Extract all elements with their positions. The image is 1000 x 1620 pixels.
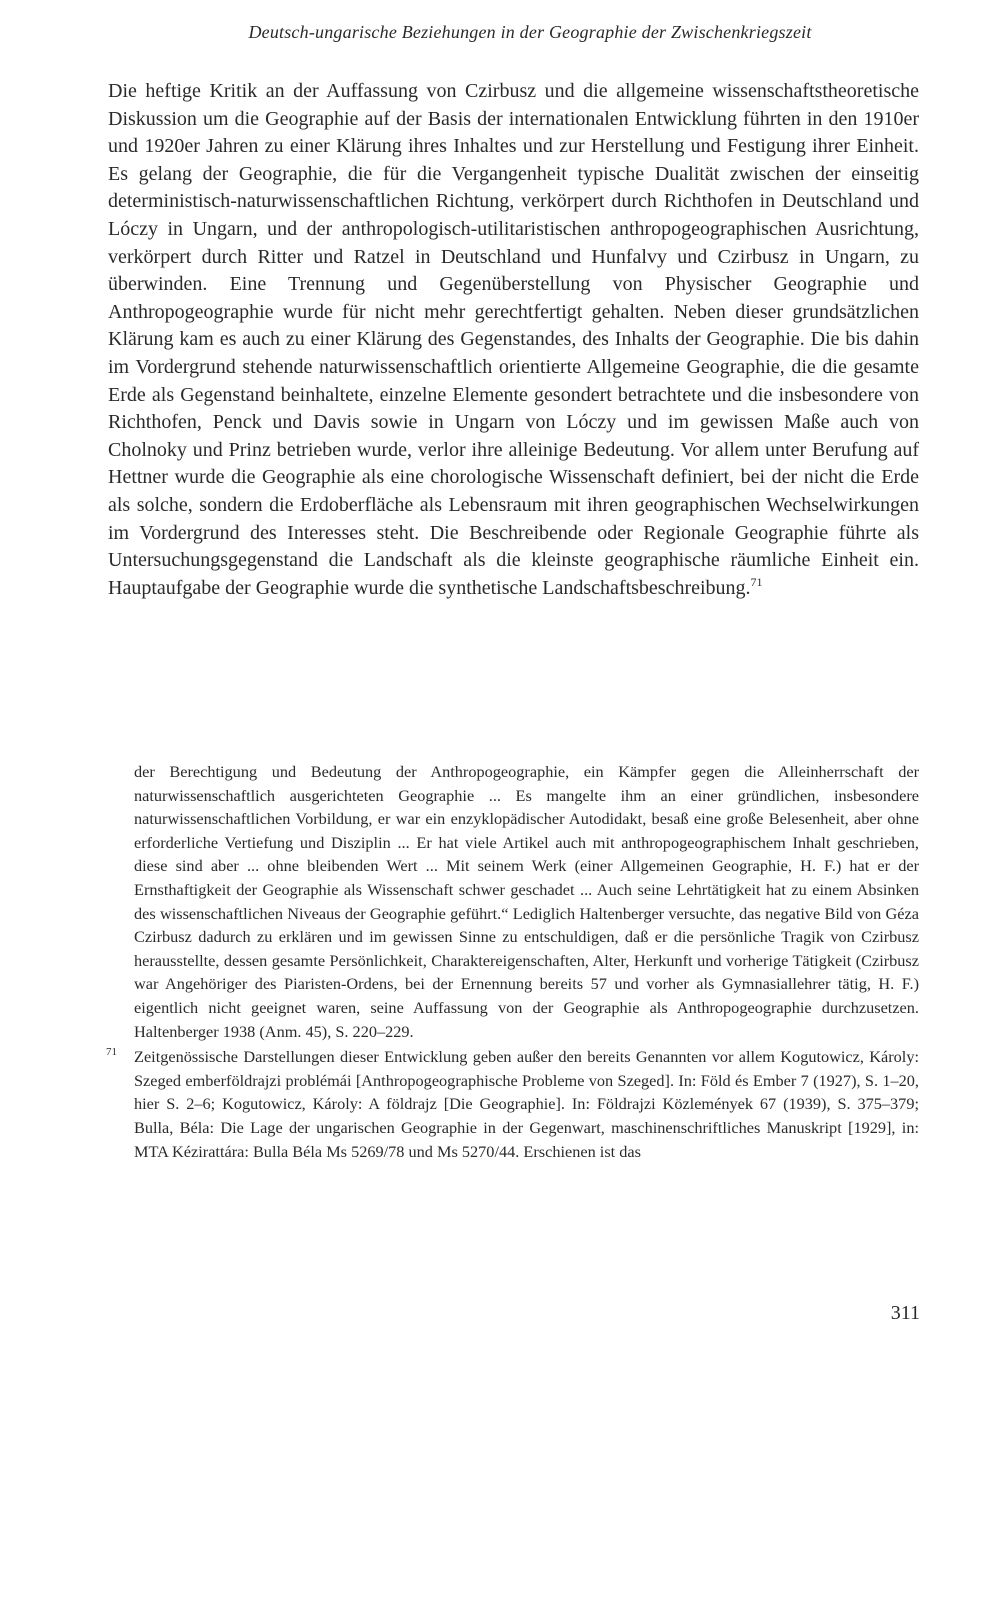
body-paragraph-text: Die heftige Kritik an der Auffassung von Czirbusz und die allgemeine wissenschaftstheoretische Diskussion um die Geographie auf der Basis der internationalen Entwicklung führten in den 1910er und 1920er Jahren zu einer Klärung ihres Inhaltes und zur Herstellung und Festigung ihrer Einheit. Es gelang der Geographie, die für die Vergangenheit typische Dualität zwischen der einseitig deterministisch-naturwissenschaftlichen Richtung, verkörpert durch Richthofen in Deutschland und Lóczy in Ungarn, und der anthropologisch-utilitaristischen anthropogeographischen Ausrichtung, verkörpert durch Ritter und Ratzel in Deutschland und Hunfalvy und Czirbusz in Ungarn, zu überwinden. Eine Trennung und Gegenüberstellung von Physischer Geographie und Anthropogeographie wurde für nicht mehr gerechtfertigt gehalten. Neben dieser grundsätzlichen Klärung kam es auch zu einer Klärung des Gegenstandes, des Inhalts der Geographie. Die bis dahin im Vordergrund stehende naturwissenschaftlich orientierte Allgemeine Geographie, die die gesamte Erde als Gegenstand beinhaltete, einzelne Elemente gesondert betrachtete und die insbesondere von Richthofen, Penck und Davis sowie in Ungarn von Lóczy und im gewissen Maße auch von Cholnoky und Prinz betrieben wurde, verlor ihre alleinige Bedeutung. Vor allem unter Berufung auf Hettner wurde die Geographie als eine chorologische Wissenschaft definiert, bei der nicht die Erde als solche, sondern die Erdoberfläche als Lebensraum mit ihren geographischen Wechselwirkungen im Vordergrund des Interesses steht. Die Beschreibende oder Regionale Geographie führte als Untersuchungsgegenstand die Landschaft als die kleinste geographische räumliche Einheit ein. Hauptaufgabe der Geographie wurde die synthetische Landschaftsbeschreibung.: [108, 80, 919, 599]
page-number: 311: [890, 1302, 920, 1324]
footnote-text: Zeitgenössische Darstellungen dieser Entwicklung geben außer den bereits Genannten vor allem Kogutowicz, Károly: Szeged emberföldrajzi problémái [Anthropogeographische Probleme von Szeged]. In: Föld és Ember 7 (1927), S. 1–20, hier S. 2–6; Kogutowicz, Károly: A földrajz [Die Geographie]. In: Földrajzi Közlemények 67 (1939), S. 375–379; Bulla, Béla: Die Lage der ungarischen Geographie in der Gegenwart, maschinenschriftliches Manuskript [1929], in: MTA Kézirattára: Bulla Béla Ms 5269/78 und Ms 5270/44. Erschienen ist das: [134, 1047, 919, 1161]
body-paragraph: [108, 78, 919, 602]
running-header: Deutsch-ungarische Beziehungen in der Geographie der Zwischenkriegszeit: [248, 22, 812, 42]
footnote-continued-text: der Berechtigung und Bedeutung der Anthropogeographie, ein Kämpfer gegen die Alleinherrschaft der naturwissenschaftlich ausgerichteten Geographie ... Es mangelte ihm an einer gründlichen, insbesondere naturwissenschaftlichen Vorbildung, er war ein enzyklopädischer Autodidakt, besaß eine große Belesenheit, aber ohne erforderliche Vertiefung und Disziplin ... Er hat viele Artikel auch mit anthropogeographischem Inhalt geschrieben, diese sind aber ... ohne bleibenden Wert ... Mit seinem Werk (einer Allgemeinen Geographie, H. F.) hat er der Ernsthaftigkeit der Geographie als Wissenschaft schwer geschadet ... Auch seine Lehrtätigkeit hat zu einem Absinken des wissenschaftlichen Niveaus der Geographie geführt.“ Lediglich Haltenberger versuchte, das negative Bild von Géza Czirbusz dadurch zu erklären und im gewissen Sinne zu entschuldigen, daß er die persönliche Tragik von Czirbusz herausstellte, dessen gesamte Persönlichkeit, Charaktereigenschaften, Alter, Herkunft und vorherige Tätigkeit (Czirbusz war Angehöriger des Piaristen-Ordens, bei der Ernennung bereits 57 und vorher als Gymnasiallehrer tätig, H. F.) eigentlich nicht geeignet waren, seine Auffassung von der Geographie als Anthropogeographie durchzusetzen. Haltenberger 1938 (Anm. 45), S. 220–229.: [134, 762, 919, 1041]
footnotes-section: [106, 760, 919, 1163]
footnote-reference-71[interactable]: 71: [750, 574, 763, 589]
footnote-number: 71: [106, 1046, 117, 1059]
footnote-71: [106, 1045, 919, 1163]
